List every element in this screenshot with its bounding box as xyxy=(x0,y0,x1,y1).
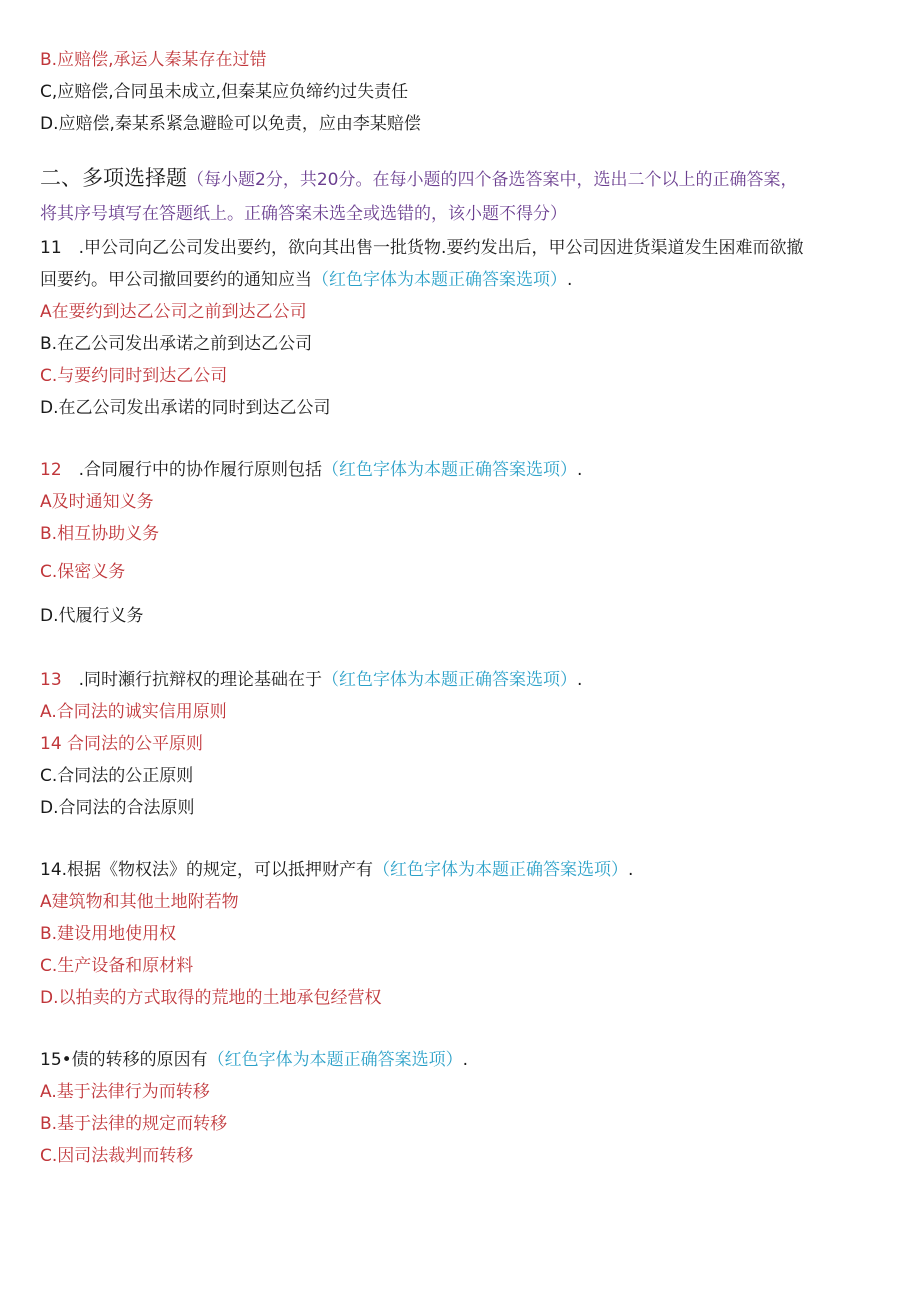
answer-hint: （红色字体为本题正确答案选项） xyxy=(207,1050,463,1070)
section-title: 二、多项选择题 xyxy=(40,166,187,190)
question-14 xyxy=(40,858,633,882)
section-heading xyxy=(40,163,797,195)
question-14-stem: 14.根据《物权法》的规定，可以抵押财产有 xyxy=(40,860,374,880)
answer-hint: （红色字体为本题正确答案选项） xyxy=(373,860,629,880)
question-11-option-d: D.在乙公司发出承诺的同时到达乙公司 xyxy=(40,398,331,418)
question-13-option-a: A.合同法的诚实信用原则 xyxy=(40,702,227,722)
question-14-option-d: D.以拍卖的方式取得的荒地的土地承包经营权 xyxy=(40,988,382,1008)
question-15-stem: 15•债的转移的原因有 xyxy=(40,1050,208,1070)
question-11-option-b: B.在乙公司发出承诺之前到达乙公司 xyxy=(40,334,313,354)
question-12 xyxy=(40,458,582,482)
answer-hint: （红色字体为本题正确答案选项） xyxy=(312,270,567,290)
question-13-stem: .同时瀬行抗辩权的理论基础在于 xyxy=(61,670,323,690)
answer-hint: （红色字体为本题正确答案选项） xyxy=(322,460,578,480)
question-11-option-c: C.与要约同时到达乙公司 xyxy=(40,366,228,386)
section-note-line2: 将其序号填写在答题纸上。正确答案未选全或选错的，该小题不得分） xyxy=(40,204,567,224)
question-11-line1: 11 .甲公司向乙公司发出要约，欲向其出售一批货物.要约发出后，甲公司因进货渠道发生困难而欲撤 xyxy=(40,238,804,258)
question-13-option-d: D.合同法的合法原则 xyxy=(40,798,195,818)
question-13-end: . xyxy=(577,670,583,690)
question-12-option-d: D.代履行义务 xyxy=(40,606,144,626)
option-d-prev: D.应赔偿,秦某系紧急避睑可以免责，应由李某赔偿 xyxy=(40,114,421,134)
question-13-option-c: C.合同法的公正原则 xyxy=(40,766,194,786)
question-13-number: 13 xyxy=(40,670,62,690)
question-11-line2 xyxy=(40,268,572,292)
question-13-option-b: 14 合同法的公平原则 xyxy=(40,734,204,754)
question-12-option-c: C.保密义务 xyxy=(40,562,126,582)
question-14-option-b: B.建设用地使用权 xyxy=(40,924,177,944)
question-14-option-c: C.生产设备和原材料 xyxy=(40,956,194,976)
question-13 xyxy=(40,668,582,692)
question-12-stem: .合同履行中的协作履行原则包括 xyxy=(61,460,323,480)
answer-hint: （红色字体为本题正确答案选项） xyxy=(322,670,578,690)
question-12-end: . xyxy=(577,460,583,480)
question-15-option-a: A.基于法律行为而转移 xyxy=(40,1082,210,1102)
question-15-option-c: C.因司法裁判而转移 xyxy=(40,1146,194,1166)
question-12-option-a: A及时通知义务 xyxy=(40,492,154,512)
section-note-line1: （每小题2分，共20分。在每小题的四个备选答案中，选出二个以上的正确答案， xyxy=(187,170,798,190)
question-11-option-a: A在要约到达乙公司之前到达乙公司 xyxy=(40,302,307,322)
question-14-end: . xyxy=(628,860,634,880)
question-11-end: . xyxy=(567,270,573,290)
option-b-prev: B.应赔偿,承运人秦某存在过错 xyxy=(40,50,267,70)
question-15-end: . xyxy=(462,1050,469,1070)
question-12-option-b: B.相互协助义务 xyxy=(40,524,160,544)
question-15 xyxy=(40,1048,468,1072)
option-c-prev: C,应赔偿,合同虽未成立,但秦某应负缔约过失责任 xyxy=(40,82,409,102)
question-11-stem: 回要约。甲公司撤回要约的通知应当 xyxy=(40,270,312,290)
question-14-option-a: A建筑物和其他土地附若物 xyxy=(40,892,239,912)
question-12-number: 12 xyxy=(40,460,62,480)
question-15-option-b: B.基于法律的规定而转移 xyxy=(40,1114,228,1134)
